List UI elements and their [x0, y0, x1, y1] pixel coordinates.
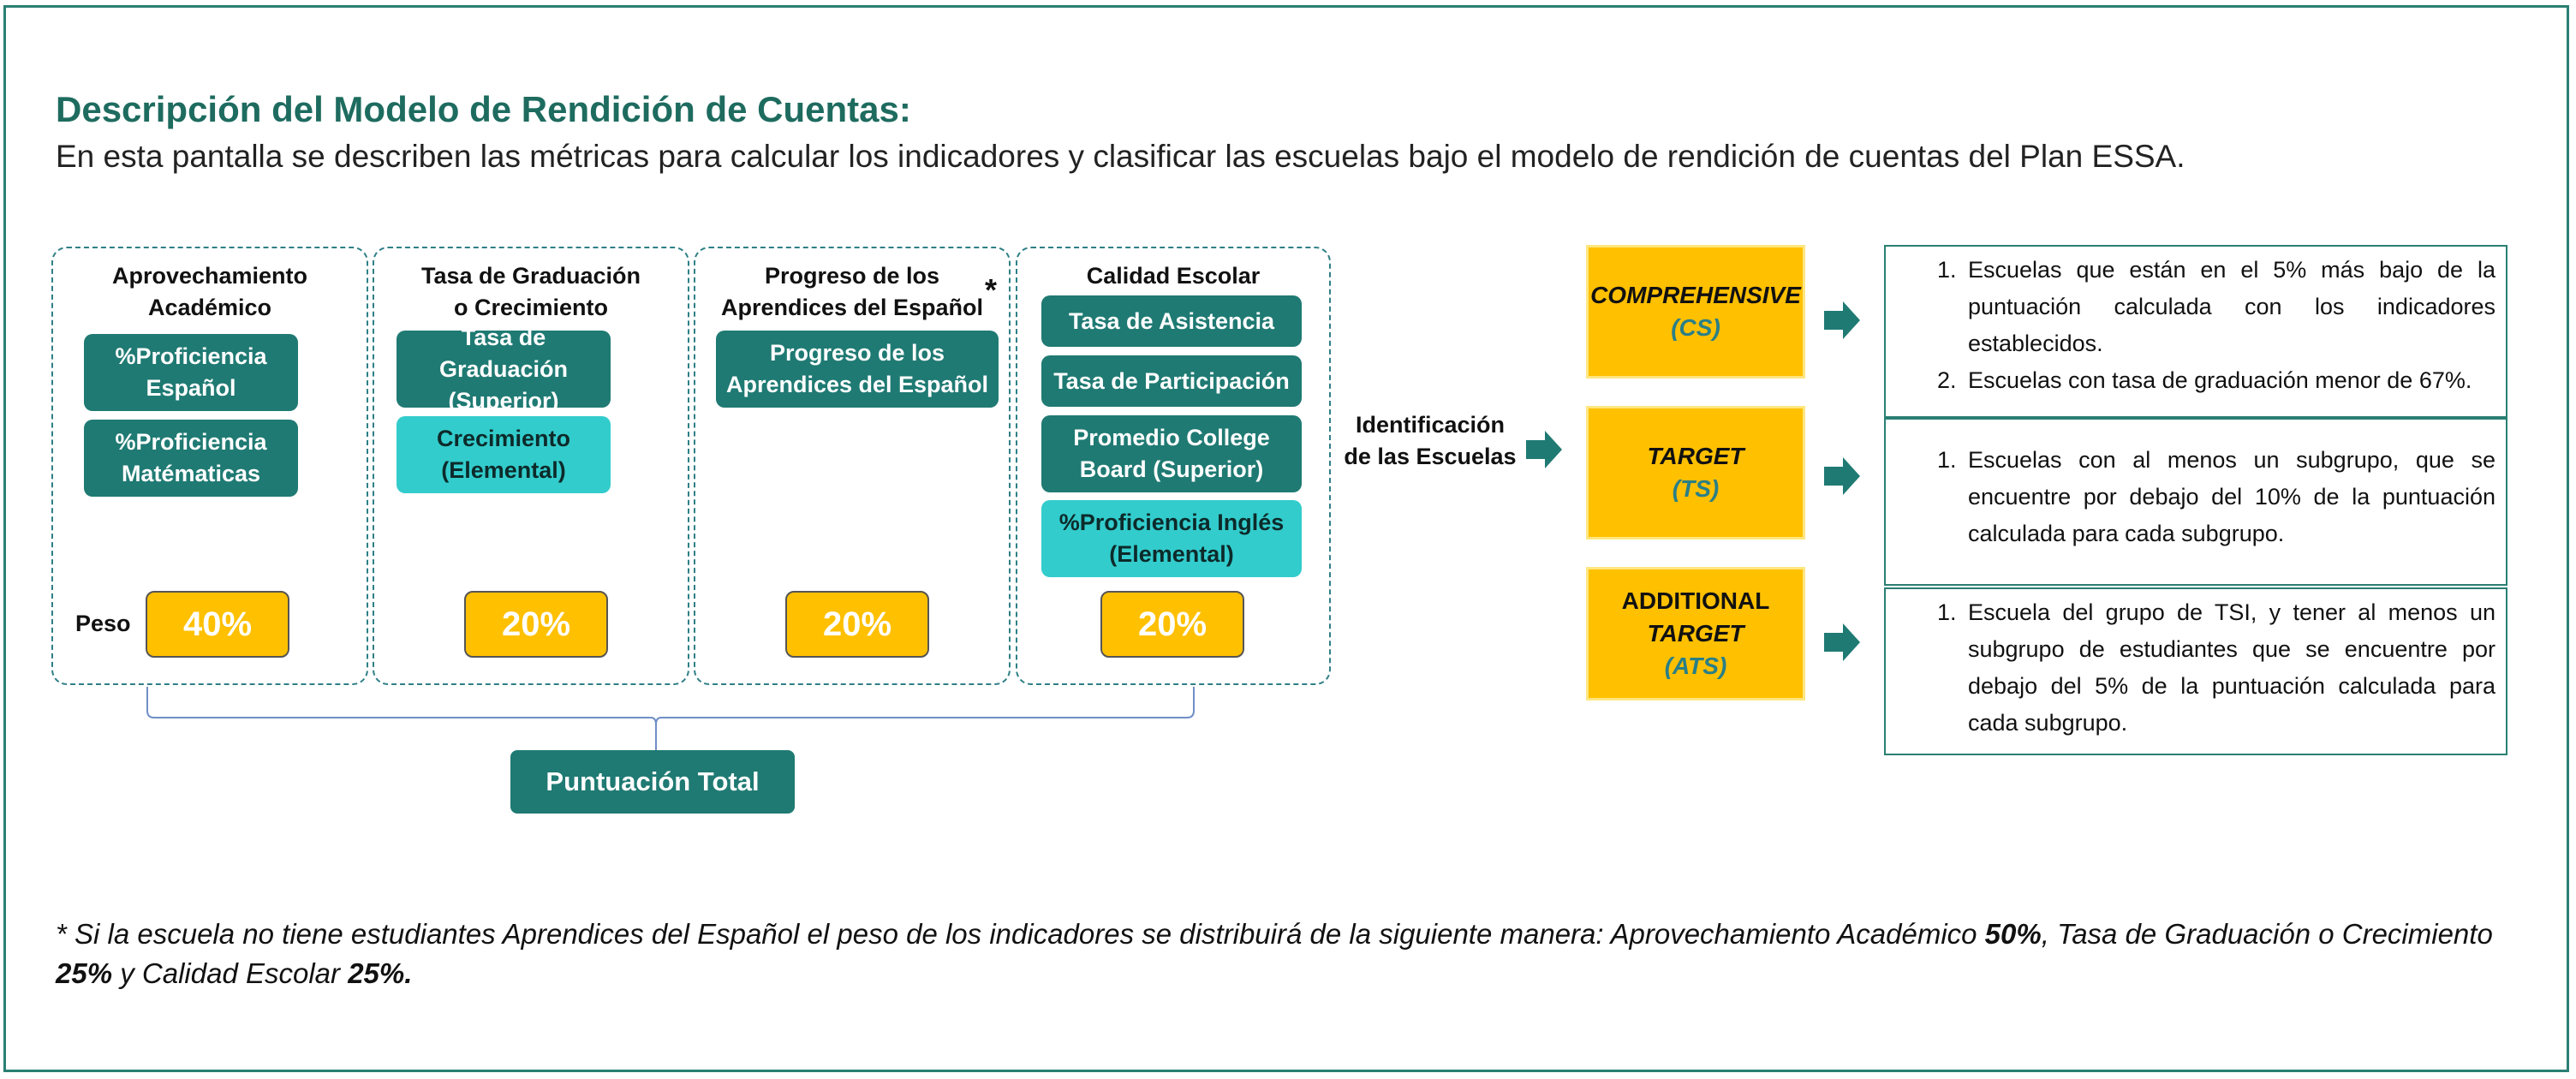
footnote-weight: 25%. [348, 957, 413, 989]
criteria-item: 1. Escuelas que están en el 5% más bajo de la puntuación calculada con los indicadores establecidos. [1963, 252, 2496, 362]
metric-line: Tasa de Participación [1053, 367, 1290, 394]
metric-proficiencia-espanol [84, 334, 298, 411]
weight-aprovechamiento: 40% [146, 591, 289, 658]
footnote-weight: 25% [56, 957, 113, 989]
arrow-right-icon [1824, 623, 1862, 661]
category-name: COMPREHENSIVE [1590, 282, 1801, 308]
metric-tasa-graduacion [397, 324, 611, 414]
column-heading [374, 260, 688, 324]
peso-label: Peso [75, 611, 131, 636]
metric-line: (Elemental) [441, 457, 566, 483]
page-title: Descripción del Modelo de Rendición de Cuentas: [56, 89, 911, 129]
metric-line: Crecimiento [436, 426, 571, 451]
category-name: TARGET [1647, 620, 1744, 647]
column-heading [695, 260, 1009, 324]
category-name: ADDITIONAL [1621, 587, 1770, 614]
criteria-item: 1. Escuelas con al menos un subgrupo, que se encuentre por debajo del 10% de la puntuación calculada para cada subgrupo. [1963, 442, 2496, 552]
category-comprehensive [1586, 245, 1805, 379]
metric-line: (Superior) [448, 387, 559, 414]
footnote-text: y Calidad Escolar [112, 957, 349, 989]
footnote-text: , Tasa de Graduación o Crecimiento [2041, 918, 2493, 950]
criteria-additional-target [1884, 587, 2507, 755]
metric-line: Promedio College [1073, 425, 1270, 450]
category-abbr: (ATS) [1664, 653, 1727, 679]
category-name: TARGET [1647, 443, 1744, 469]
criteria-comprehensive [1884, 245, 2507, 418]
category-abbr: (CS) [1671, 314, 1720, 341]
identification-line: Identificación [1355, 412, 1506, 438]
heading-line: Aprendices del Español [720, 295, 984, 320]
total-score: Puntuación Total [510, 750, 795, 814]
footnote-asterisk: * [985, 272, 998, 307]
heading-line: Tasa de Graduación [420, 263, 641, 289]
metric-line: %Proficiencia [115, 429, 267, 455]
arrow-right-icon [1526, 431, 1564, 468]
metric-crecimiento [397, 416, 611, 493]
identification-label [1340, 409, 1520, 473]
metric-progreso-aprendices [716, 331, 999, 408]
metric-line: (Elemental) [1109, 541, 1234, 567]
heading-line: Progreso de los [764, 263, 940, 289]
metric-line: Español [146, 375, 236, 401]
arrow-right-icon [1824, 301, 1862, 339]
category-abbr: (TS) [1672, 475, 1720, 502]
metric-promedio-college-board [1041, 415, 1302, 492]
metric-line: Matématicas [121, 461, 261, 486]
criteria-item: 2. Escuelas con tasa de graduación menor de 67%. [1963, 362, 2496, 399]
footnote-weight: 50% [1984, 918, 2042, 950]
metric-line: Progreso de los [769, 340, 945, 366]
category-target [1586, 406, 1805, 540]
weight-graduacion: 20% [464, 591, 608, 658]
metric-tasa-participacion [1041, 355, 1302, 407]
weight-calidad: 20% [1100, 591, 1244, 658]
heading-line: o Crecimiento [453, 295, 609, 320]
weight-progreso: 20% [785, 591, 929, 658]
metric-line: Aprendices del Español [725, 372, 989, 397]
metric-tasa-asistencia [1041, 295, 1302, 347]
column-heading [1017, 260, 1329, 292]
metric-proficiencia-matematicas [84, 420, 298, 497]
metric-proficiencia-ingles [1041, 500, 1302, 577]
footnote-text: * Si la escuela no tiene estudiantes Aprendices del Español el peso de los indicadores se distribuirá de la siguiente manera: Aprovechamiento Académico [56, 918, 1985, 950]
heading-line: Académico [147, 295, 272, 320]
page-subtitle: En esta pantalla se describen las métricas para calcular los indicadores y clasificar las escuelas bajo el modelo de rendición de cuentas del Plan ESSA. [56, 139, 2185, 174]
metric-line: Tasa de Graduación [438, 324, 569, 382]
total-bracket [137, 685, 1208, 754]
heading-line: Aprovechamiento [111, 263, 308, 289]
footnote [56, 915, 2522, 993]
identification-line: de las Escuelas [1344, 444, 1517, 469]
metric-line: %Proficiencia Inglés [1058, 510, 1285, 535]
metric-line: %Proficiencia [115, 343, 267, 369]
column-heading [53, 260, 367, 324]
criteria-target [1884, 418, 2507, 586]
arrow-right-icon [1824, 457, 1862, 495]
metric-line: Board (Superior) [1079, 456, 1264, 482]
criteria-item: 1. Escuela del grupo de TSI, y tener al menos un subgrupo de estudiantes que se encuentre por debajo del 5% de la puntuación calculada para cada subgrupo. [1963, 594, 2496, 742]
category-additional-target [1586, 567, 1805, 700]
metric-line: Tasa de Asistencia [1068, 307, 1275, 334]
heading-line: Calidad Escolar [1086, 263, 1261, 289]
